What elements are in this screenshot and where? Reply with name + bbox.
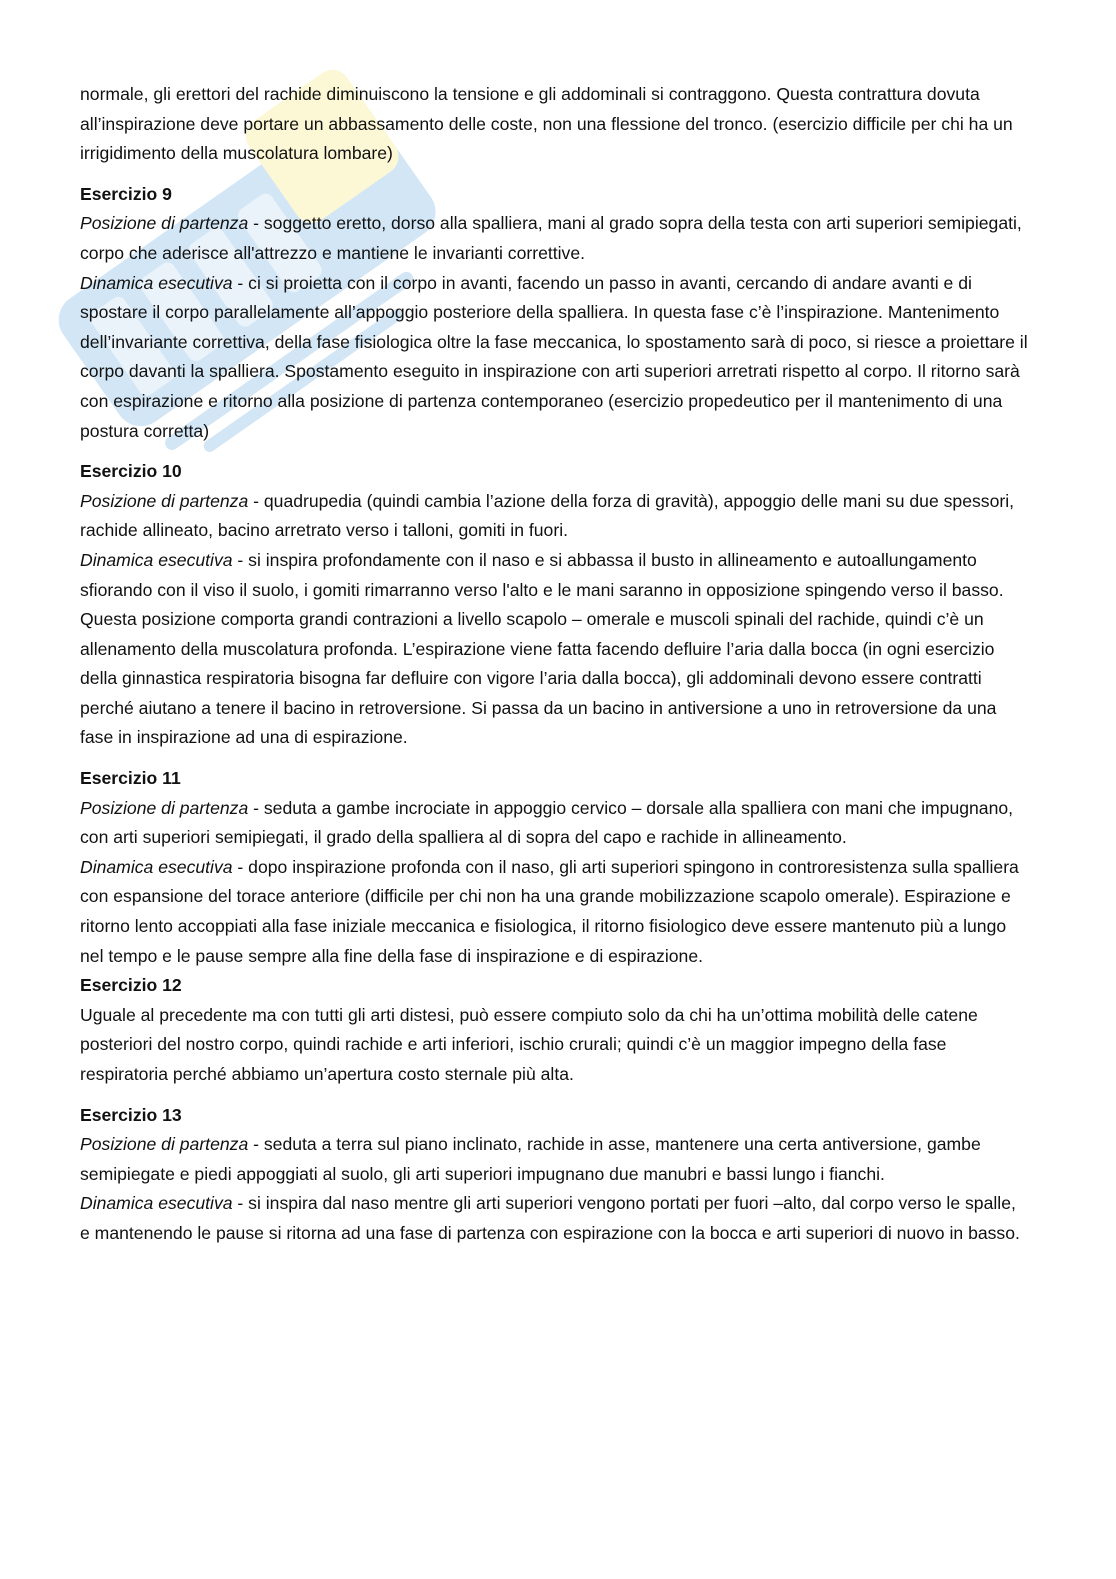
starting-position-label: Posizione di partenza: [80, 797, 249, 818]
starting-position-text: - soggetto eretto, dorso alla spalliera, mani al grado sopra della testa con arti superiori semipiegati, corpo che aderisce all'attrezzo e mantiene le invarianti correttive.: [80, 213, 1022, 263]
execution-dynamics-text: - si inspira profondamente con il naso e si abbassa il busto in allineamento e autoallungamento sfiorando con il viso il suolo, i gomiti rimarranno verso l'alto e le mani saranno in opposizione spingendo verso il basso. Questa posizione comporta grandi contrazioni a livello scapolo – omerale e muscoli spinali del rachide, quindi c’è un allenamento della muscolatura profonda. L’espirazione viene fatta facendo defluire l’aria dalla bocca (in ogni esercizio della ginnastica respiratoria bisogna far defluire con vigore l’aria dalla bocca), gli addominali devono essere contratti perché aiutano a tenere il bacino in retroversione. Si passa da un bacino in antiversione a uno in retroversione da una fase in inspirazione ad una di espirazione.: [80, 549, 1004, 748]
starting-position-label: Posizione di partenza: [80, 213, 249, 234]
exercise-title: Esercizio 13: [80, 1104, 182, 1125]
starting-position-text: - seduta a terra sul piano inclinato, rachide in asse, mantenere una certa antiversione, gambe semipiegate e piedi appoggiati al suolo, gli arti superiori impugnano due manubri e bassi lungo i fianchi.: [80, 1134, 981, 1184]
exercise-9: [80, 180, 1030, 446]
exercise-title: Esercizio 9: [80, 183, 172, 204]
execution-dynamics-text: - ci si proietta con il corpo in avanti, facendo un passo in avanti, cercando di andare avanti e di spostare il corpo parallelamente all’appoggio posteriore della spalliera. In questa fase c’è l’inspirazione. Mantenimento dell’invariante correttiva, della fase fisiologica oltre la fase meccanica, lo spostamento sarà di poco, si riesce a proiettare il corpo davanti la spalliera. Spostamento eseguito in inspirazione con arti superiori arretrati rispetto al corpo. Il ritorno sarà con espirazione e ritorno alla posizione di partenza contemporaneo (esercizio propedeutico per il mantenimento di una postura corretta): [80, 272, 1028, 441]
execution-dynamics: [80, 546, 1030, 753]
starting-position: [80, 209, 1030, 268]
exercise-13: [80, 1101, 1030, 1249]
document-body: [80, 80, 1030, 1249]
execution-dynamics-text: - si inspira dal naso mentre gli arti superiori vengono portati per fuori –alto, dal corpo verso le spalle, e mantenendo le pause si ritorna ad una fase di partenza con espirazione con la bocca e arti superiori di nuovo in basso.: [80, 1193, 1020, 1243]
exercise-12: [80, 971, 1030, 1089]
exercise-body: Uguale al precedente ma con tutti gli arti distesi, può essere compiuto solo da chi ha un’ottima mobilità delle catene posteriori del nostro corpo, quindi rachide e arti inferiori, ischio crurali; quindi c’è un maggior impegno della fase respiratoria perché abbiamo un’apertura costo sternale più alta.: [80, 1004, 978, 1084]
starting-position-text: - seduta a gambe incrociate in appoggio cervico – dorsale alla spalliera con mani che impugnano, con arti superiori semipiegati, il grado della spalliera al di sopra del capo e rachide in allineamento.: [80, 797, 1014, 848]
execution-dynamics-text: - dopo inspirazione profonda con il naso, gli arti superiori spingono in controresistenza sulla spalliera con espansione del torace anteriore (difficile per chi non ha una grande mobilizzazione scapolo omerale). Espirazione e ritorno lento accoppiati alla fase iniziale meccanica e fisiologica, il ritorno fisiologico deve essere mantenuto più a lungo nel tempo e le pause sempre alla fine della fase di inspirazione e di espirazione.: [80, 856, 1019, 966]
execution-dynamics-label: Dinamica esecutiva: [80, 1193, 233, 1214]
exercise-title: Esercizio 12: [80, 975, 182, 996]
starting-position-label: Posizione di partenza: [80, 490, 249, 511]
execution-dynamics: [80, 1189, 1030, 1248]
exercise-11: [80, 764, 1030, 971]
execution-dynamics: [80, 269, 1030, 447]
execution-dynamics: [80, 853, 1030, 971]
starting-position-label: Posizione di partenza: [80, 1134, 249, 1155]
execution-dynamics-label: Dinamica esecutiva: [80, 856, 233, 877]
execution-dynamics-label: Dinamica esecutiva: [80, 549, 233, 570]
starting-position: [80, 1130, 1030, 1189]
starting-position-text: - quadrupedia (quindi cambia l’azione della forza di gravità), appoggio delle mani su due spessori, rachide allineato, bacino arretrato verso i talloni, gomiti in fuori.: [80, 490, 1015, 541]
starting-position: [80, 794, 1030, 853]
exercise-title: Esercizio 11: [80, 768, 181, 789]
exercise-10: [80, 457, 1030, 753]
starting-position: [80, 487, 1030, 546]
intro-paragraph: normale, gli erettori del rachide diminuiscono la tensione e gli addominali si contraggono. Questa contrattura dovuta all’inspirazione deve portare un abbassamento delle coste, non una flessione del tronco. (esercizio difficile per chi ha un irrigidimento della muscolatura lombare): [80, 84, 1013, 164]
execution-dynamics-label: Dinamica esecutiva: [80, 272, 233, 293]
exercise-title: Esercizio 10: [80, 461, 182, 482]
